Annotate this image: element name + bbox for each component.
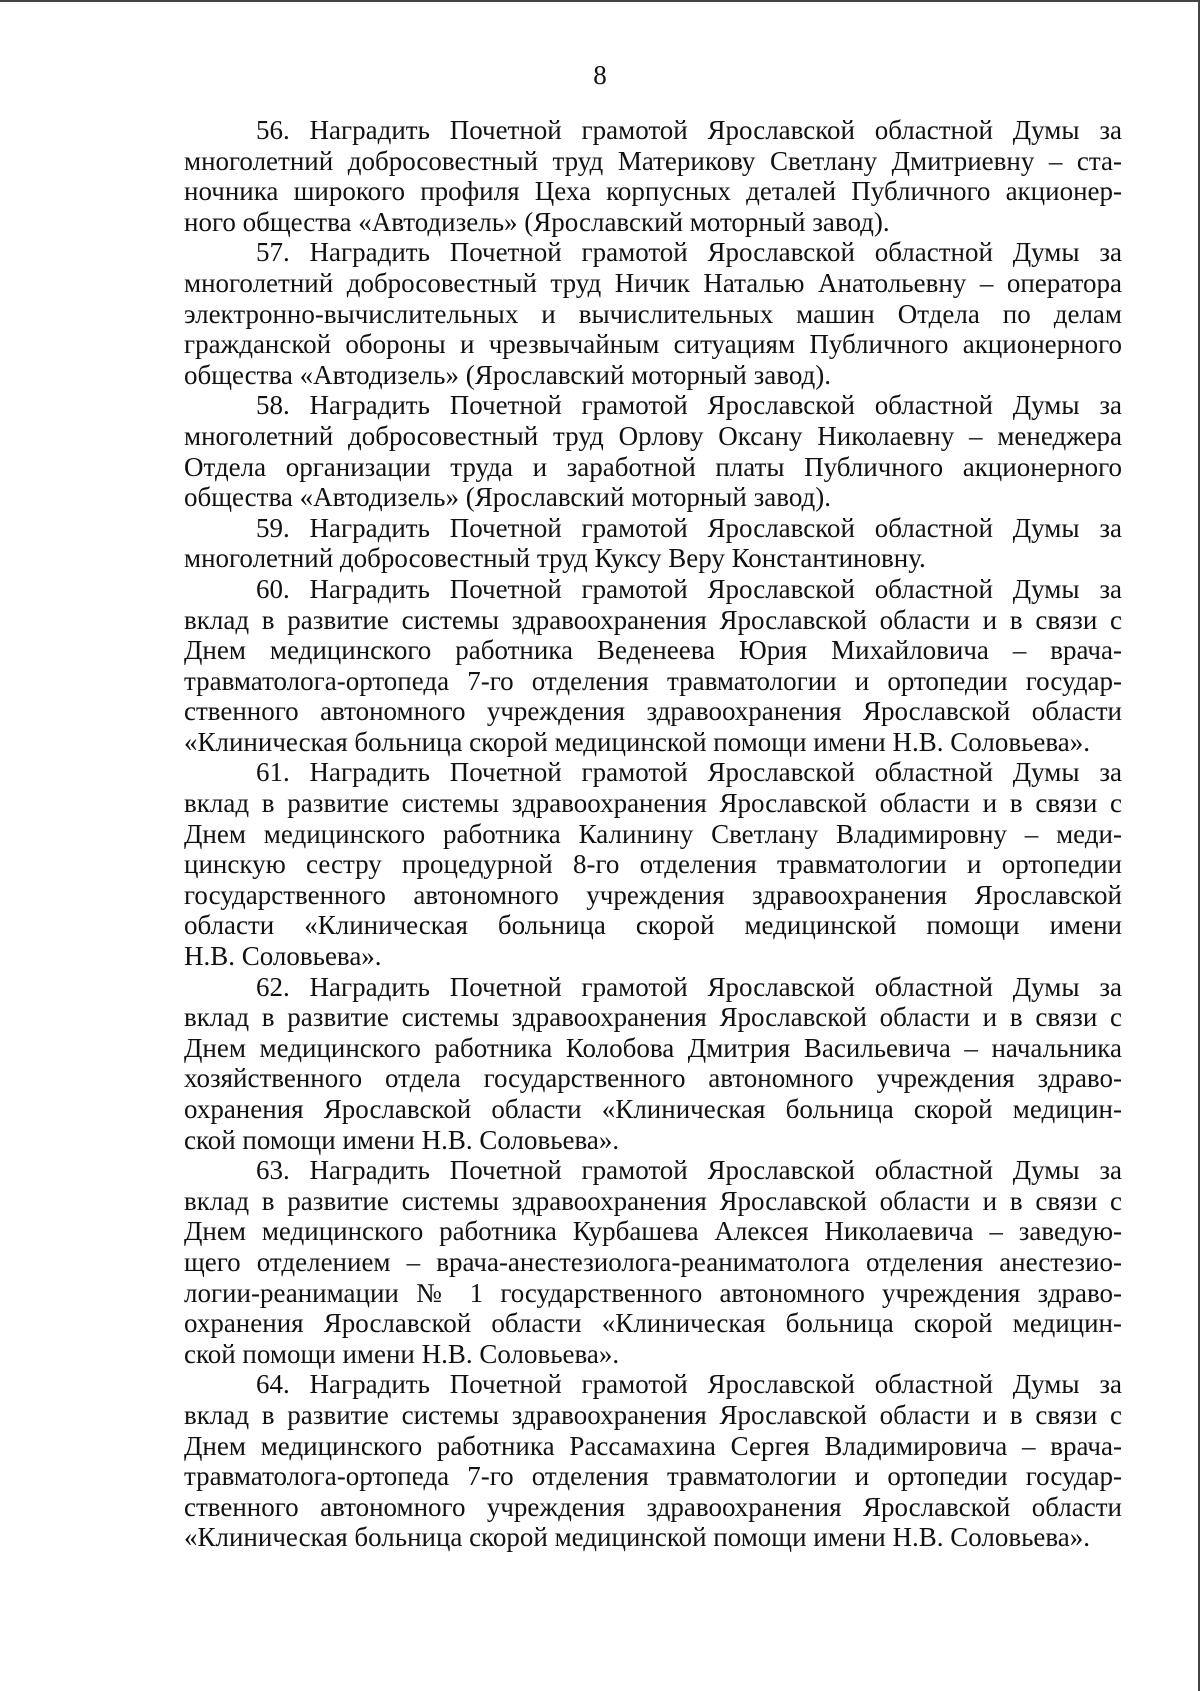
paragraph-line: ного общества «Автодизель» (Ярославский моторный завод). — [184, 206, 890, 237]
paragraph-line: гражданской обороны и чрезвычайным ситуациям Публичного акционерного — [184, 329, 1122, 360]
paragraph-line: Днем медицинского работника Курбашева Алексея Николаевича – заведую- — [184, 1216, 1122, 1247]
paragraph-line: многолетний добросовестный труд Куксу Веру Константиновну. — [184, 543, 926, 574]
paragraph-line: 62. Наградить Почетной грамотой Ярославской областной Думы за — [256, 971, 1122, 1002]
paragraph-line: общества «Автодизель» (Ярославский моторный завод). — [184, 482, 832, 513]
document-body — [184, 115, 1122, 1553]
paragraph-line: охранения Ярославской области «Клиническая больница скорой медицин- — [184, 1308, 1122, 1339]
paragraph-line: ственного автономного учреждения здравоохранения Ярославской области — [184, 1491, 1122, 1522]
paragraph-line: 64. Наградить Почетной грамотой Ярославской областной Думы за — [256, 1369, 1122, 1400]
paragraph-line: 61. Наградить Почетной грамотой Ярославской областной Думы за — [256, 757, 1122, 788]
paragraph-line: электронно-вычислительных и вычислительных машин Отдела по делам — [184, 298, 1122, 329]
paragraph-line: Днем медицинского работника Колобова Дмитрия Васильевича – начальника — [184, 1032, 1122, 1063]
award-paragraph — [184, 757, 1122, 971]
award-paragraph — [184, 1155, 1122, 1369]
paragraph-line: многолетний добросовестный труд Материкову Светлану Дмитриевну – ста- — [184, 145, 1122, 176]
paragraph-line: области «Клиническая больница скорой медицинской помощи имени — [184, 910, 1122, 941]
award-paragraph — [184, 237, 1122, 390]
award-paragraph — [184, 115, 1122, 237]
paragraph-line: Днем медицинского работника Калинину Светлану Владимировну – меди- — [184, 818, 1122, 849]
paragraph-line: охранения Ярославской области «Клиническая больница скорой медицин- — [184, 1094, 1122, 1124]
paragraph-line: ской помощи имени Н.В. Соловьева». — [184, 1338, 620, 1369]
paragraph-line: государственного автономного учреждения здравоохранения Ярославской — [184, 879, 1122, 910]
paragraph-line: «Клиническая больница скорой медицинской помощи имени Н.В. Соловьева». — [184, 1522, 1091, 1553]
paragraph-line: вклад в развитие системы здравоохранения Ярославской области и в связи с — [184, 1185, 1122, 1216]
paragraph-line: ственного автономного учреждения здравоохранения Ярославской области — [184, 696, 1122, 727]
paragraph-line: 63. Наградить Почетной грамотой Ярославской областной Думы за — [256, 1155, 1122, 1186]
paragraph-line: Н.В. Соловьева». — [184, 941, 382, 972]
paragraph-line: вклад в развитие системы здравоохранения Ярославской области и в связи с — [184, 1002, 1122, 1033]
paragraph-line: 56. Наградить Почетной грамотой Ярославской областной Думы за — [256, 115, 1122, 145]
paragraph-line: хозяйственного отдела государственного автономного учреждения здраво- — [184, 1063, 1122, 1094]
paragraph-line: ночника широкого профиля Цеха корпусных деталей Публичного акционер- — [184, 176, 1122, 207]
paragraph-line: цинскую сестру процедурной 8-го отделения травматологии и ортопедии — [184, 849, 1122, 880]
paragraph-line: вклад в развитие системы здравоохранения Ярославской области и в связи с — [184, 604, 1122, 635]
paragraph-line: общества «Автодизель» (Ярославский моторный завод). — [184, 359, 832, 390]
paragraph-line: Отдела организации труда и заработной платы Публичного акционерного — [184, 451, 1122, 482]
award-paragraph — [184, 574, 1122, 758]
paragraph-line: травматолога-ортопеда 7-го отделения травматологии и ортопедии государ- — [184, 665, 1122, 696]
scan-edge-top — [0, 0, 1200, 2]
paragraph-line: 60. Наградить Почетной грамотой Ярославской областной Думы за — [256, 573, 1122, 604]
paragraph-line: ской помощи имени Н.В. Соловьева». — [184, 1124, 620, 1155]
paragraph-line: щего отделением – врача-анестезиолога-реаниматолога отделения анестезио- — [184, 1246, 1122, 1277]
paragraph-line: «Клиническая больница скорой медицинской помощи имени Н.В. Соловьева». — [184, 726, 1091, 757]
paragraph-line: логии-реанимации № 1 государственного автономного учреждения здраво- — [184, 1277, 1122, 1308]
paragraph-line: многолетний добросовестный труд Ничик Наталью Анатольевну – оператора — [184, 267, 1122, 298]
paragraph-line: 59. Наградить Почетной грамотой Ярославской областной Думы за — [256, 512, 1122, 543]
paragraph-line: 58. Наградить Почетной грамотой Ярославской областной Думы за — [256, 390, 1122, 421]
paragraph-line: вклад в развитие системы здравоохранения Ярославской области и в связи с — [184, 788, 1122, 819]
paragraph-line: Днем медицинского работника Веденеева Юрия Михайловича – врача- — [184, 635, 1122, 666]
page-number: 8 — [593, 60, 607, 90]
award-paragraph — [184, 390, 1122, 512]
paragraph-line: травматолога-ортопеда 7-го отделения травматологии и ортопедии государ- — [184, 1461, 1122, 1492]
paragraph-line: Днем медицинского работника Рассамахина Сергея Владимировича – врача- — [184, 1430, 1122, 1461]
paragraph-line: 57. Наградить Почетной грамотой Ярославской областной Думы за — [256, 237, 1122, 268]
paragraph-line: многолетний добросовестный труд Орлову Оксану Николаевну – менеджера — [184, 420, 1122, 451]
award-paragraph — [184, 513, 1122, 574]
paragraph-line: вклад в развитие системы здравоохранения Ярославской области и в связи с — [184, 1399, 1122, 1430]
award-paragraph — [184, 1369, 1122, 1553]
award-paragraph — [184, 972, 1122, 1156]
